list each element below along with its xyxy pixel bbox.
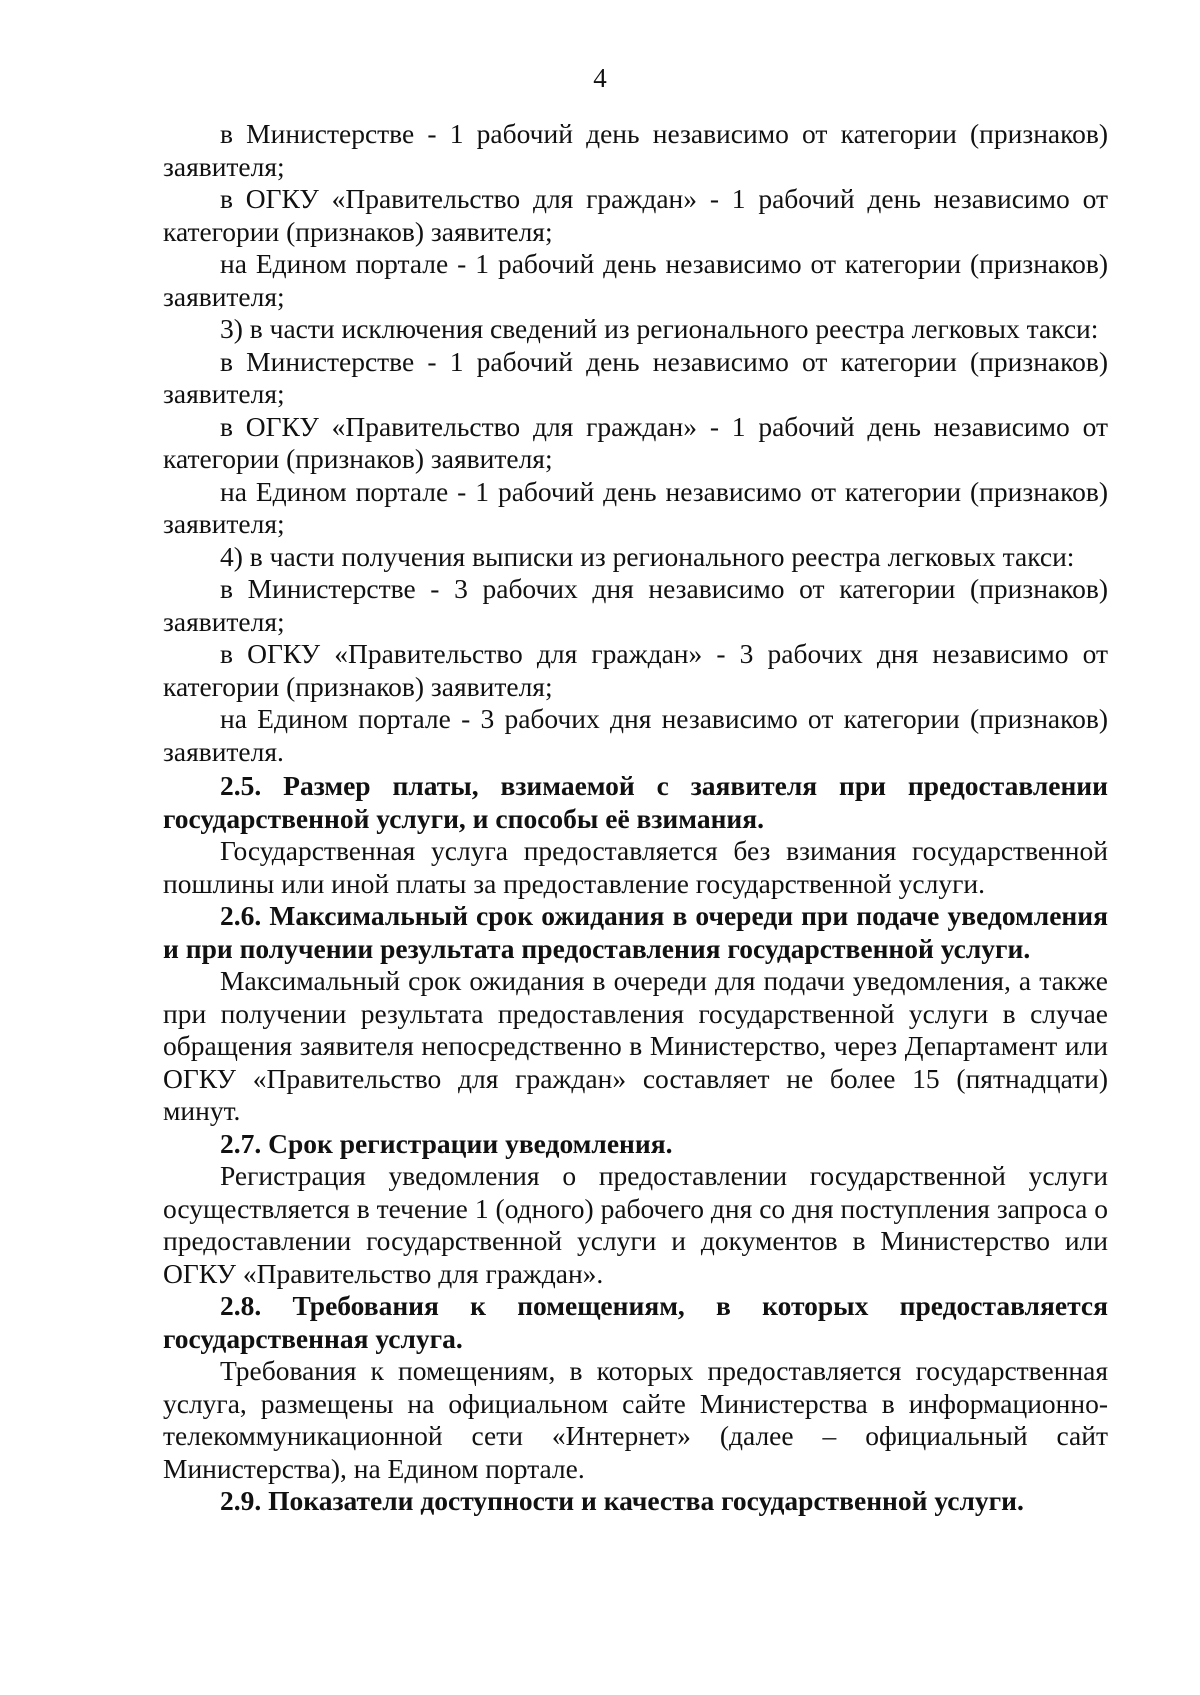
paragraph: в ОГКУ «Правительство для граждан» - 1 рабочий день независимо от категории (признаков) заявителя; xyxy=(163,183,1108,247)
paragraph: в Министерстве - 1 рабочий день независимо от категории (признаков) заявителя; xyxy=(163,345,1108,409)
paragraph: 4) в части получения выписки из регионального реестра легковых такси: xyxy=(220,540,1075,572)
paragraph: на Едином портале - 3 рабочих дня независимо от категории (признаков) заявителя. xyxy=(163,703,1108,767)
paragraph: Требования к помещениям, в которых предоставляется государственная услуга, размещены на официальном сайте Министерства в информационно-телекоммуникационной сети «Интернет» (далее – официальный сайт Министерства), на Едином портале. xyxy=(163,1355,1108,1484)
paragraph: в Министерстве - 1 рабочий день независимо от категории (признаков) заявителя; xyxy=(163,118,1108,182)
section-heading: 2.7. Срок регистрации уведомления. xyxy=(220,1127,673,1159)
section-heading: 2.8. Требования к помещениям, в которых предоставляется государственная услуга. xyxy=(163,1290,1108,1354)
paragraph: в ОГКУ «Правительство для граждан» - 3 рабочих дня независимо от категории (признаков) заявителя; xyxy=(163,638,1108,702)
paragraph: 3) в части исключения сведений из регионального реестра легковых такси: xyxy=(220,313,1099,344)
paragraph: на Едином портале - 1 рабочий день независимо от категории (признаков) заявителя; xyxy=(163,248,1108,312)
document-body xyxy=(163,118,1108,1518)
section-heading: 2.9. Показатели доступности и качества государственной услуги. xyxy=(220,1485,1024,1516)
paragraph: в Министерстве - 3 рабочих дня независимо от категории (признаков) заявителя; xyxy=(163,573,1108,637)
section-heading: 2.6. Максимальный срок ожидания в очереди при подаче уведомления и при получении результата предоставления государственной услуги. xyxy=(163,900,1108,964)
paragraph: на Едином портале - 1 рабочий день независимо от категории (признаков) заявителя; xyxy=(163,475,1108,539)
paragraph: Регистрация уведомления о предоставлении государственной услуги осуществляется в течение 1 (одного) рабочего дня со дня поступления запроса о предоставлении государственной услуги и документов в Министерство или ОГКУ «Правительство для граждан». xyxy=(163,1160,1108,1289)
paragraph: в ОГКУ «Правительство для граждан» - 1 рабочий день независимо от категории (признаков) заявителя; xyxy=(163,410,1108,474)
paragraph: Государственная услуга предоставляется без взимания государственной пошлины или иной платы за предоставление государственной услуги. xyxy=(163,835,1108,899)
page-number: 4 xyxy=(593,63,607,93)
section-heading: 2.5. Размер платы, взимаемой с заявителя при предоставлении государственной услуги, и способы её взимания. xyxy=(163,770,1108,834)
paragraph: Максимальный срок ожидания в очереди для подачи уведомления, а также при получении результата предоставления государственной услуги в случае обращения заявителя непосредственно в Министерство, через Департамент или ОГКУ «Правительство для граждан» составляет не более 15 (пятнадцати) минут. xyxy=(163,965,1108,1126)
